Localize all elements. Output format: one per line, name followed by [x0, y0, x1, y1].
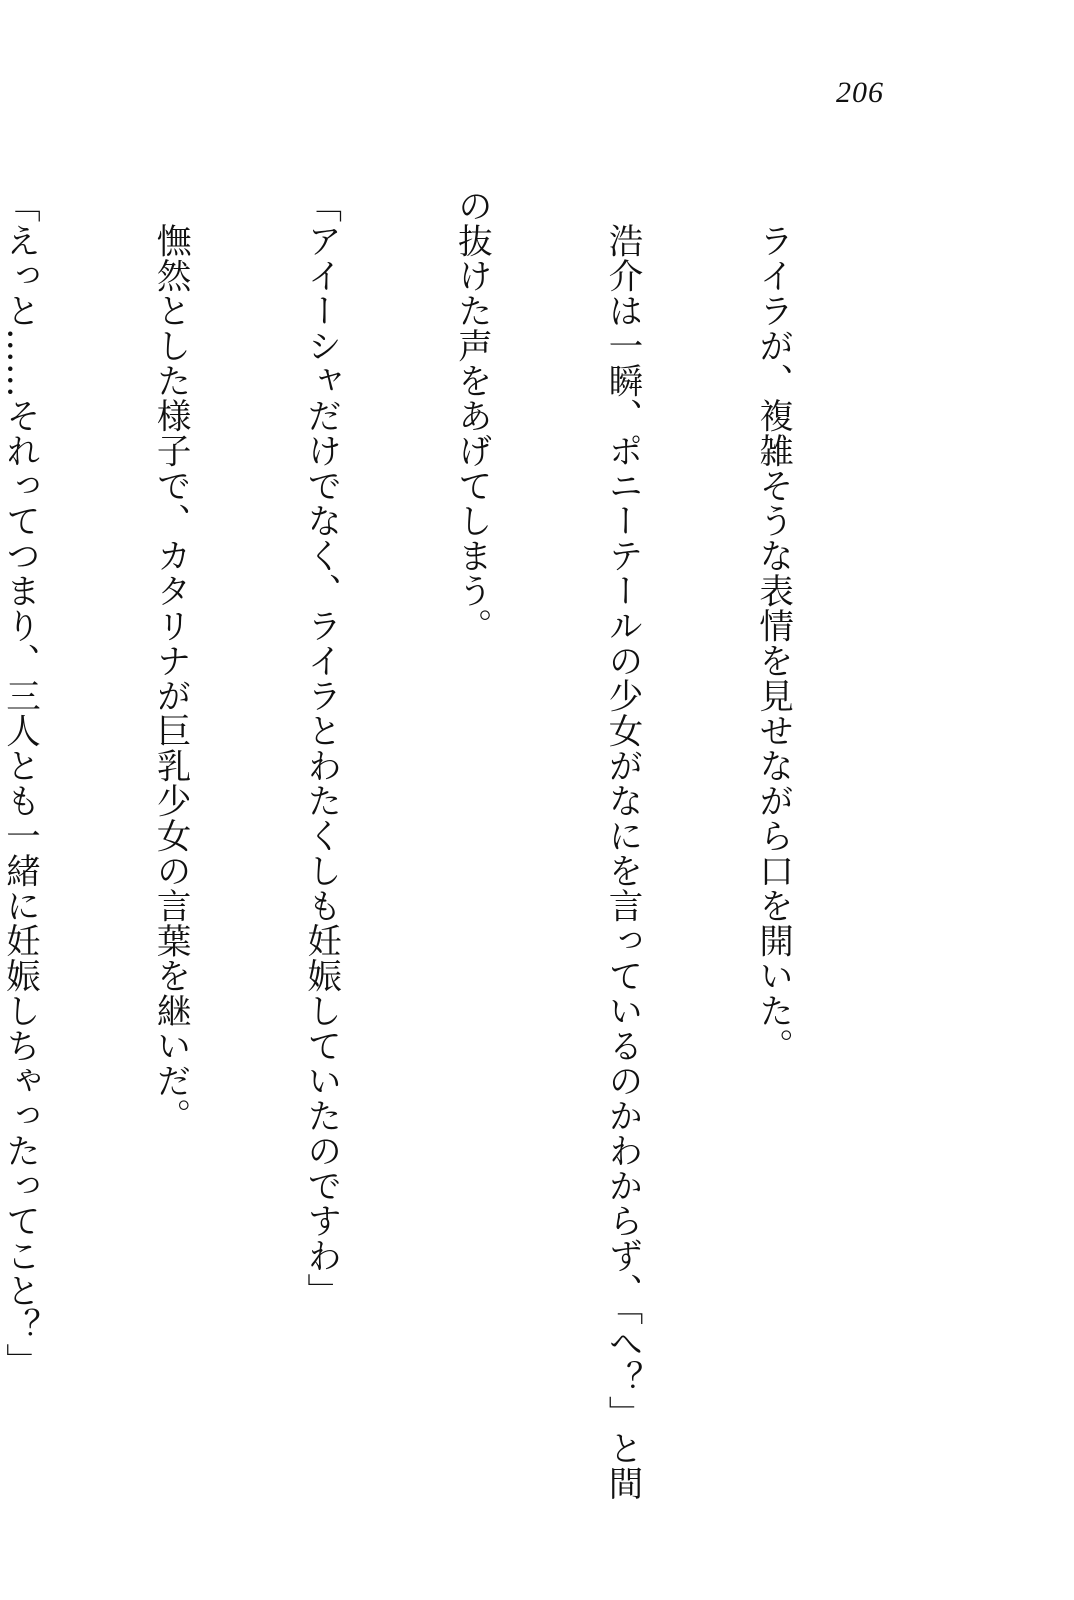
- text-line: 浩介は一瞬、ポニーテールの少女がなにを言っているのかわからず、「へ？」と間: [601, 188, 642, 1501]
- body-text: [0, 188, 898, 1501]
- text-line: 憮然とした様子で、カタリナが巨乳少女の言葉を継いだ。: [150, 188, 191, 1133]
- page-number: 206: [836, 76, 884, 109]
- text-line: 「アイーシャだけでなく、ライラとわたくしも妊娠していたのですわ」: [300, 188, 341, 1308]
- text-line: ライラが、複雑そうな表情を見せながら口を開いた。: [752, 188, 793, 1063]
- text-line: の抜けた声をあげてしまう。: [451, 188, 492, 643]
- text-line: 「えっと……それってつまり、三人とも一緒に妊娠しちゃったってこと？」: [0, 188, 40, 1378]
